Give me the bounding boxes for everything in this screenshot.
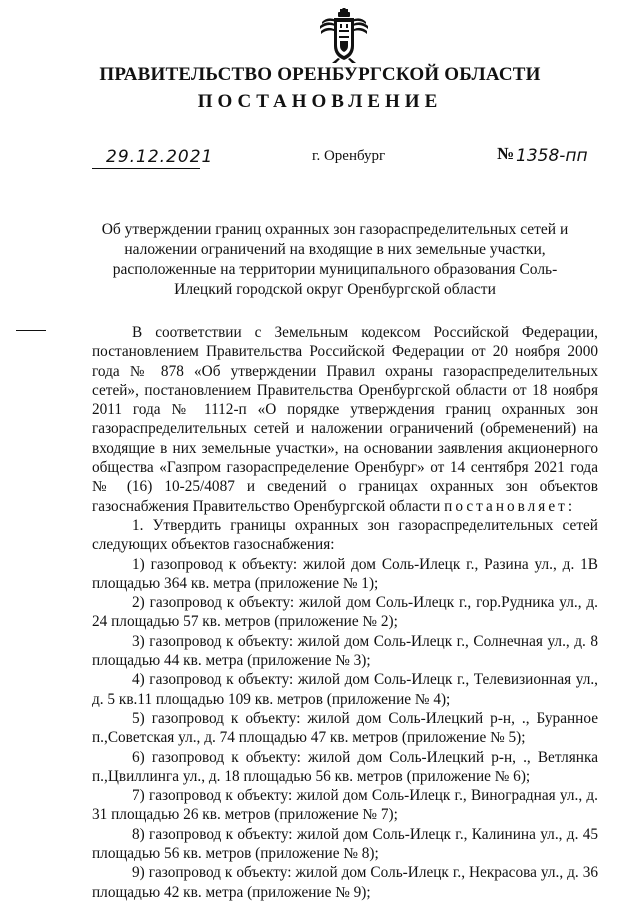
point-1: 1. Утвердить границы охранных зон газораспределительных сетей следующих объектов газоснабжения: (92, 516, 598, 554)
list-item: 4) газопровод к объекту: жилой дом Соль-Илецк г., Телевизионная ул., д. 5 кв.11 площадью 109 кв. метров (приложение № 4); (92, 671, 598, 708)
list-item: 6) газопровод к объекту: жилой дом Соль-Илецкий р-н, ., Ветлянка п.,Цвиллинга ул., д. 18 площадью 56 кв. метров (приложение № 6); (92, 748, 598, 785)
margin-dash (16, 330, 46, 331)
resolves-word: постановляет: (444, 497, 576, 515)
decree-body (92, 323, 598, 902)
document-number: 1358-пп (516, 146, 588, 166)
list-item: 7) газопровод к объекту: жилой дом Соль-Илецк г., Виноградная ул., д. 31 площадью 26 кв. метров (приложение № 7); (92, 787, 598, 824)
list-item: 1) газопровод к объекту: жилой дом Соль-Илецк г., Разина ул., д. 1В площадью 364 кв. метра (приложение № 1); (92, 555, 598, 592)
preamble-paragraph (92, 323, 598, 516)
decree-title: ПОСТАНОВЛЕНИЕ (197, 91, 443, 112)
document-date: 29.12.2021 (106, 147, 214, 167)
document-city: г. Оренбург (312, 148, 386, 164)
preamble-text: В соответствии с Земельным кодексом Российской Федерации, постановлением Правительства Российской Федерации от 20 ноября 2000 года № 878 «Об утверждении Правил охраны газораспределительных сетей», постановлением Правительства Оренбургской области от 18 ноября 2011 года № 1112-п «О порядке утверждения границ охранных зон газораспределительных сетей и наложении ограничений (обременений) на входящие в них земельные участки», на основании заявления акционерного общества «Газпром газораспределение Оренбург» от 14 сентября 2021 года № (16) 10-25/4087 и сведений о границах охранных зон объектов газоснабжения Правительство Оренбургской области (92, 324, 598, 515)
number-label: № (497, 144, 515, 163)
government-title: ПРАВИТЕЛЬСТВО ОРЕНБУРГСКОЙ ОБЛАСТИ (99, 64, 541, 85)
list-item: 8) газопровод к объекту: жилой дом Соль-Илецк г., Калинина ул., д. 45 площадью 56 кв. метров (приложение № 8); (92, 825, 598, 863)
list-item: 5) газопровод к объекту: жилой дом Соль-Илецкий р-н, ., Буранное п.,Советская ул., д. 74 площадью 47 кв. метров (приложение № 5); (92, 709, 598, 747)
list-item: 2) газопровод к объекту: жилой дом Соль-Илецк г., гор.Рудника ул., д. 24 площадью 57 кв. метров (приложение № 2); (92, 594, 598, 631)
list-item: 3) газопровод к объекту: жилой дом Соль-Илецк г., Солнечная ул., д. 8 площадью 44 кв. метра (приложение № 3); (92, 632, 598, 670)
coat-of-arms-emblem (318, 8, 370, 64)
list-item: 9) газопровод к объекту: жилой дом Соль-Илецк г., Некрасова ул., д. 36 площадью 42 кв. метра (приложение № 9); (92, 864, 598, 901)
date-underline (92, 168, 200, 169)
decree-subject: Об утверждении границ охранных зон газораспределительных сетей и наложении ограничений на входящие в них земельные участки, расположенные на территории муниципального образования Соль-Илецкий городской округ Оренбургской области (101, 221, 569, 298)
